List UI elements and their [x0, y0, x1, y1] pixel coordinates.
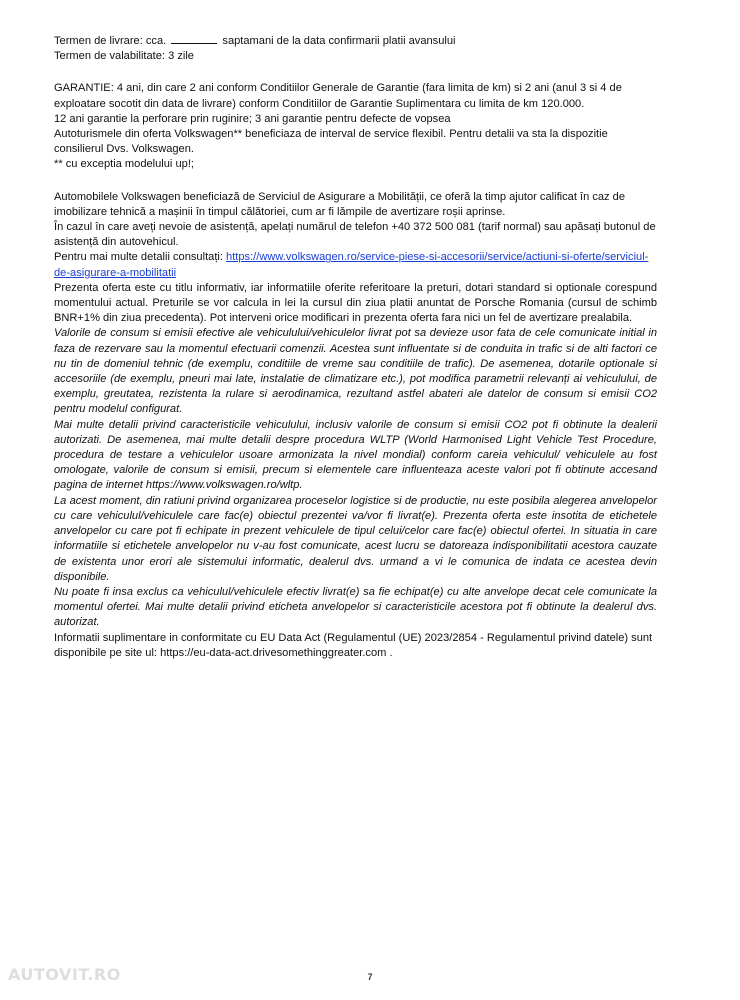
mobility-assistance: În cazul în care aveți nevoie de asistență, apelați numărul de telefon +40 372 500 081 (tarif normal) sau apăsați butonul de asistență din autovehicul. — [54, 221, 656, 249]
informative-disclaimer: Prezenta oferta este cu titlu informativ, iar informatiile oferite referitoare la preturi, dotari standard si optionale corespund momentului actual. Preturile se vor calcula in lei la cursul din ziua platii anuntat de Porsche Romania (cursul de schimb BNR+1% din ziua precedenta). Pot interveni orice modificari in prezenta oferta fara nici un fel de avertizare prealabila. — [54, 281, 657, 325]
warranty-main: GARANTIE: 4 ani, din care 2 ani conform Conditiilor Generale de Garantie (fara limita de km) si 2 ani (anul 3 si 4 de exploatare socotit din data de livrare) conform Conditiilor de Garantie Suplimentara cu limita de km 120.000. — [54, 82, 622, 110]
wltp-disclaimer: Mai multe detalii privind caracteristicile vehiculului, inclusiv valorile de consum si emisii CO2 pot fi obtinute la dealerii autorizati. De asemenea, mai multe detalii despre procedura WLTP (World Harmonised Light Vehicle Test Procedure, procedura de testare a vehiculelor usoare armonizata la nivel mondial) conform careia vehiculul/ vehiculele au fost omologate, valorile de consum si emisii, precum si elementele care influenteaza aceste valori pot fi obtinute accesand pagina de internet https://www.volkswagen.ro/wltp. — [54, 418, 657, 492]
document-page — [54, 32, 657, 661]
warranty-rust-paint: 12 ani garantie la perforare prin ruginire; 3 ani garantie pentru defecte de vopsea — [54, 112, 451, 125]
service-interval: Autoturismele din oferta Volkswagen** beneficiaza de interval de service flexibil. Pentru detalii va sta la dispozitie consilierul Dvs. Volkswagen. — [54, 128, 608, 156]
delivery-weeks-blank — [171, 32, 217, 44]
watermark-logo: AUTOVIT.RO — [8, 965, 121, 984]
warranty-section — [54, 81, 657, 127]
delivery-term-prefix: Termen de livrare: cca. — [54, 35, 167, 47]
mobility-link[interactable]: https://www.volkswagen.ro/service-piese-si-accesorii/service/actiuni-si-oferte/serviciul-de-asigurare-a-mobilitatii — [54, 251, 649, 279]
data-act-note: Informatii suplimentare in conformitate cu EU Data Act (Regulamentul (UE) 2023/2854 - Regulamentul privind datele) sunt disponibile pe site ul: https://eu-data-act.drivesomethinggreater.com . — [54, 631, 653, 659]
mobility-details-label: Pentru mai multe detalii consultați: — [54, 251, 223, 264]
page-number: 7 — [367, 972, 373, 982]
validity-term: Termen de valabilitate: 3 zile — [54, 50, 194, 63]
mobility-details — [54, 250, 657, 280]
consumption-disclaimer: Valorile de consum si emisii efective ale vehiculului/vehiculelor livrat pot sa devieze usor fata de cele comunicate initial in faza de rezervare sau la momentul efectuarii comenzii. Acestea sunt influentate si de conduita in trafic si de alti factori ce nu tin de domeniul tehnic (de exemplu, conditiile de vreme sau conditiile de trafic). De asemenea, dotarile optionale si accesoriile (de exemplu, pneuri mai late, instalatie de climatizare etc.), pot modifica parametrii relevanți ai vehiculului, de exemplu, greutatea, rezistenta la rulare si aerodinamica, rezultand astfel abateri ale datelor de consum si emisii CO2 pentru modelul configurat. — [54, 327, 657, 416]
mobility-intro: Automobilele Volkswagen beneficiază de Serviciul de Asigurare a Mobilității, ce oferă la timp ajutor calificat în caz de imobilizare tehnică a mașinii în timpul călătoriei, cum ar fi lămpile de avertizare roșii aprinse. — [54, 190, 626, 218]
delivery-term-suffix: saptamani de la data confirmarii platii avansului — [222, 35, 456, 47]
delivery-term — [54, 32, 657, 49]
service-footnote: ** cu exceptia modelului up!; — [54, 158, 194, 171]
tyres-equipment-disclaimer: Nu poate fi insa exclus ca vehiculul/vehiculele efectiv livrat(e) sa fie echipat(e) cu alte anvelope decat cele comunicate la momentul ofertei. Mai multe detalii privind eticheta anvelopelor si caracteristicile acestora pot fi obtinute la dealerul dvs. autorizat. — [54, 585, 657, 629]
tyres-disclaimer: La acest moment, din ratiuni privind organizarea proceselor logistice si de productie, nu este posibila alegerea anvelopelor cu care vehiculul/vehiculele care fac(e) obiectul prezentei va/vor fi livrat(e). Prezenta oferta este insotita de etichetele anvelopelor cu care pot fi echipate in prezent vehiculele de tipul celui/celor care fac(e) obiectul ofertei. In situatia in care informatiile si etichetele anvelopelor nu v-au fost comunicate, acest lucru se datoreaza indisponibilitatii acestora cauzate de existenta unor erori ale sistemului informatic, dealerul dvs. urmand a vi le comunica de indata ce acestea devin disponibile. — [54, 494, 657, 583]
mobility-section — [54, 190, 657, 281]
